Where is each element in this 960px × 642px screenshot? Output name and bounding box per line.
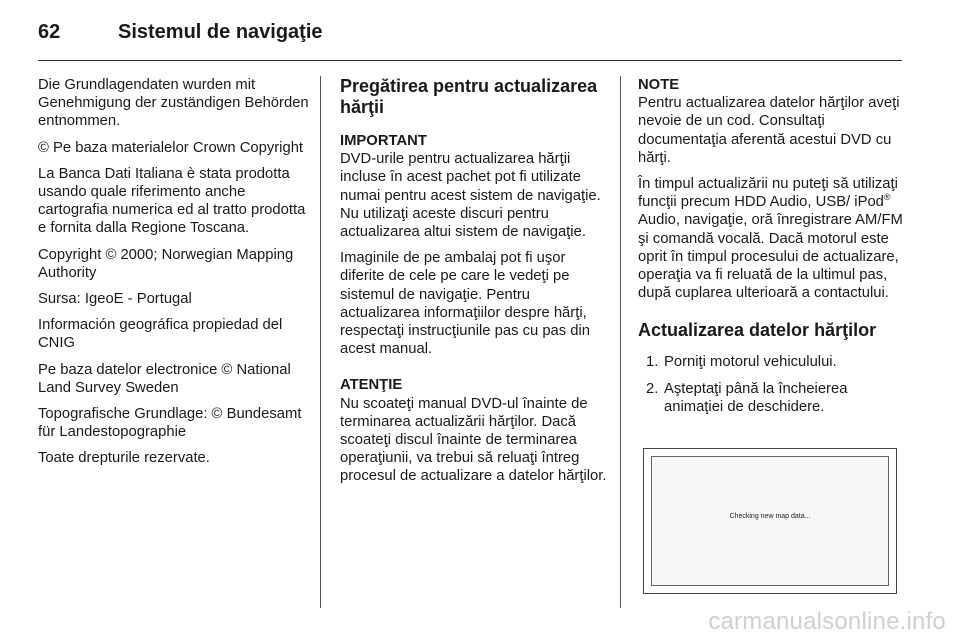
- list-item: [638, 353, 906, 371]
- caution-label: ATENŢIE: [340, 377, 403, 394]
- column-copyright: [38, 76, 310, 476]
- column-divider: [320, 76, 321, 608]
- screen-figure: [643, 448, 897, 594]
- paragraph: Pentru actualizarea datelor hărţilor aveţi nevoie de un cod. Consultaţi documentaţia aferentă acestui DVD cu hărţi.: [638, 95, 900, 166]
- column-update: [638, 76, 906, 424]
- step-number: 2.: [646, 380, 659, 397]
- screen-status-text: Checking new map data...: [729, 513, 811, 520]
- step-number: 1.: [646, 354, 659, 371]
- list-item: [638, 380, 906, 416]
- column-preparation: [340, 76, 608, 504]
- important-block: [340, 132, 608, 358]
- section-heading: Pregătirea pentru actualizarea hărţii: [340, 76, 598, 117]
- column-divider: [620, 76, 621, 608]
- paragraph: Pe baza datelor electronice © National Land Survey Sweden: [38, 361, 291, 396]
- steps-list: [638, 353, 906, 416]
- page-header: [38, 14, 902, 54]
- step-text: Aşteptaţi până la încheierea animaţiei de deschidere.: [664, 380, 848, 415]
- paragraph: [638, 175, 906, 302]
- paragraph: Copyright © 2000; Norwegian Mapping Authority: [38, 246, 294, 281]
- paragraph: Sursa: IgeoE - Portugal: [38, 291, 192, 308]
- page-title: Sistemul de navigaţie: [118, 21, 323, 43]
- paragraph: La Banca Dati Italiana è stata prodotta usando quale riferimento anche cartografia numerica ed al tratto prodotta e fornita dalla Regione Toscana.: [38, 165, 306, 237]
- important-label: IMPORTANT: [340, 133, 427, 149]
- paragraph: Información geográfica propiedad del CNIG: [38, 317, 283, 352]
- page-number: 62: [38, 21, 61, 43]
- registered-mark: ®: [883, 192, 891, 203]
- paragraph: Toate drepturile rezervate.: [38, 450, 210, 467]
- watermark: carmanualsonline.info: [708, 608, 946, 635]
- step-text: Porniţi motorul vehiculului.: [664, 354, 837, 371]
- text-run: În timpul actualizării nu puteţi să utilizaţi funcţii precum HDD Audio, USB/ iPod: [638, 176, 898, 211]
- paragraph: Die Grundlagendaten wurden mit Genehmigung der zuständigen Behörden entnommen.: [38, 77, 309, 130]
- paragraph: DVD-urile pentru actualizarea hărţii incluse în acest pachet pot fi utilizate numai pentru acest sistem de navigaţie. Nu utilizaţi aceste discuri pentru actualizarea altui sistem de navigaţie.: [340, 151, 601, 241]
- header-divider: [38, 60, 902, 61]
- paragraph: Topografische Grundlage: © Bundesamt für Landestopographie: [38, 406, 302, 441]
- paragraph: Imaginile de pe ambalaj pot fi uşor diferite de cele pe care le vedeţi pe sistemul de navigaţie. Pentru actualizarea informaţiilor despre hărţi, respectaţi instrucţiunile pas cu pas din acest manual.: [340, 250, 591, 358]
- note-label: NOTE: [638, 77, 680, 93]
- section-heading: Actualizarea datelor hărţilor: [638, 320, 877, 341]
- note-block: [638, 76, 906, 302]
- caution-block: [340, 376, 608, 485]
- paragraph: Nu scoateţi manual DVD-ul înainte de terminarea actualizării hărţilor. Dacă scoateţi discul înainte de terminarea operaţiunii, va trebui să reluaţi întreg procesul de actualizare a datelor hărţilor.: [340, 395, 607, 485]
- display-screen: [651, 456, 889, 586]
- paragraph: © Pe baza materialelor Crown Copyright: [38, 139, 304, 156]
- text-run: Audio, navigaţie, oră înregistrare AM/FM şi comandă vocală. Dacă motorul este oprit în timpul procesului de actualizare, operaţia va fi reluată de la ultimul pas, după cuplarea ulterioară a contactului.: [638, 212, 903, 302]
